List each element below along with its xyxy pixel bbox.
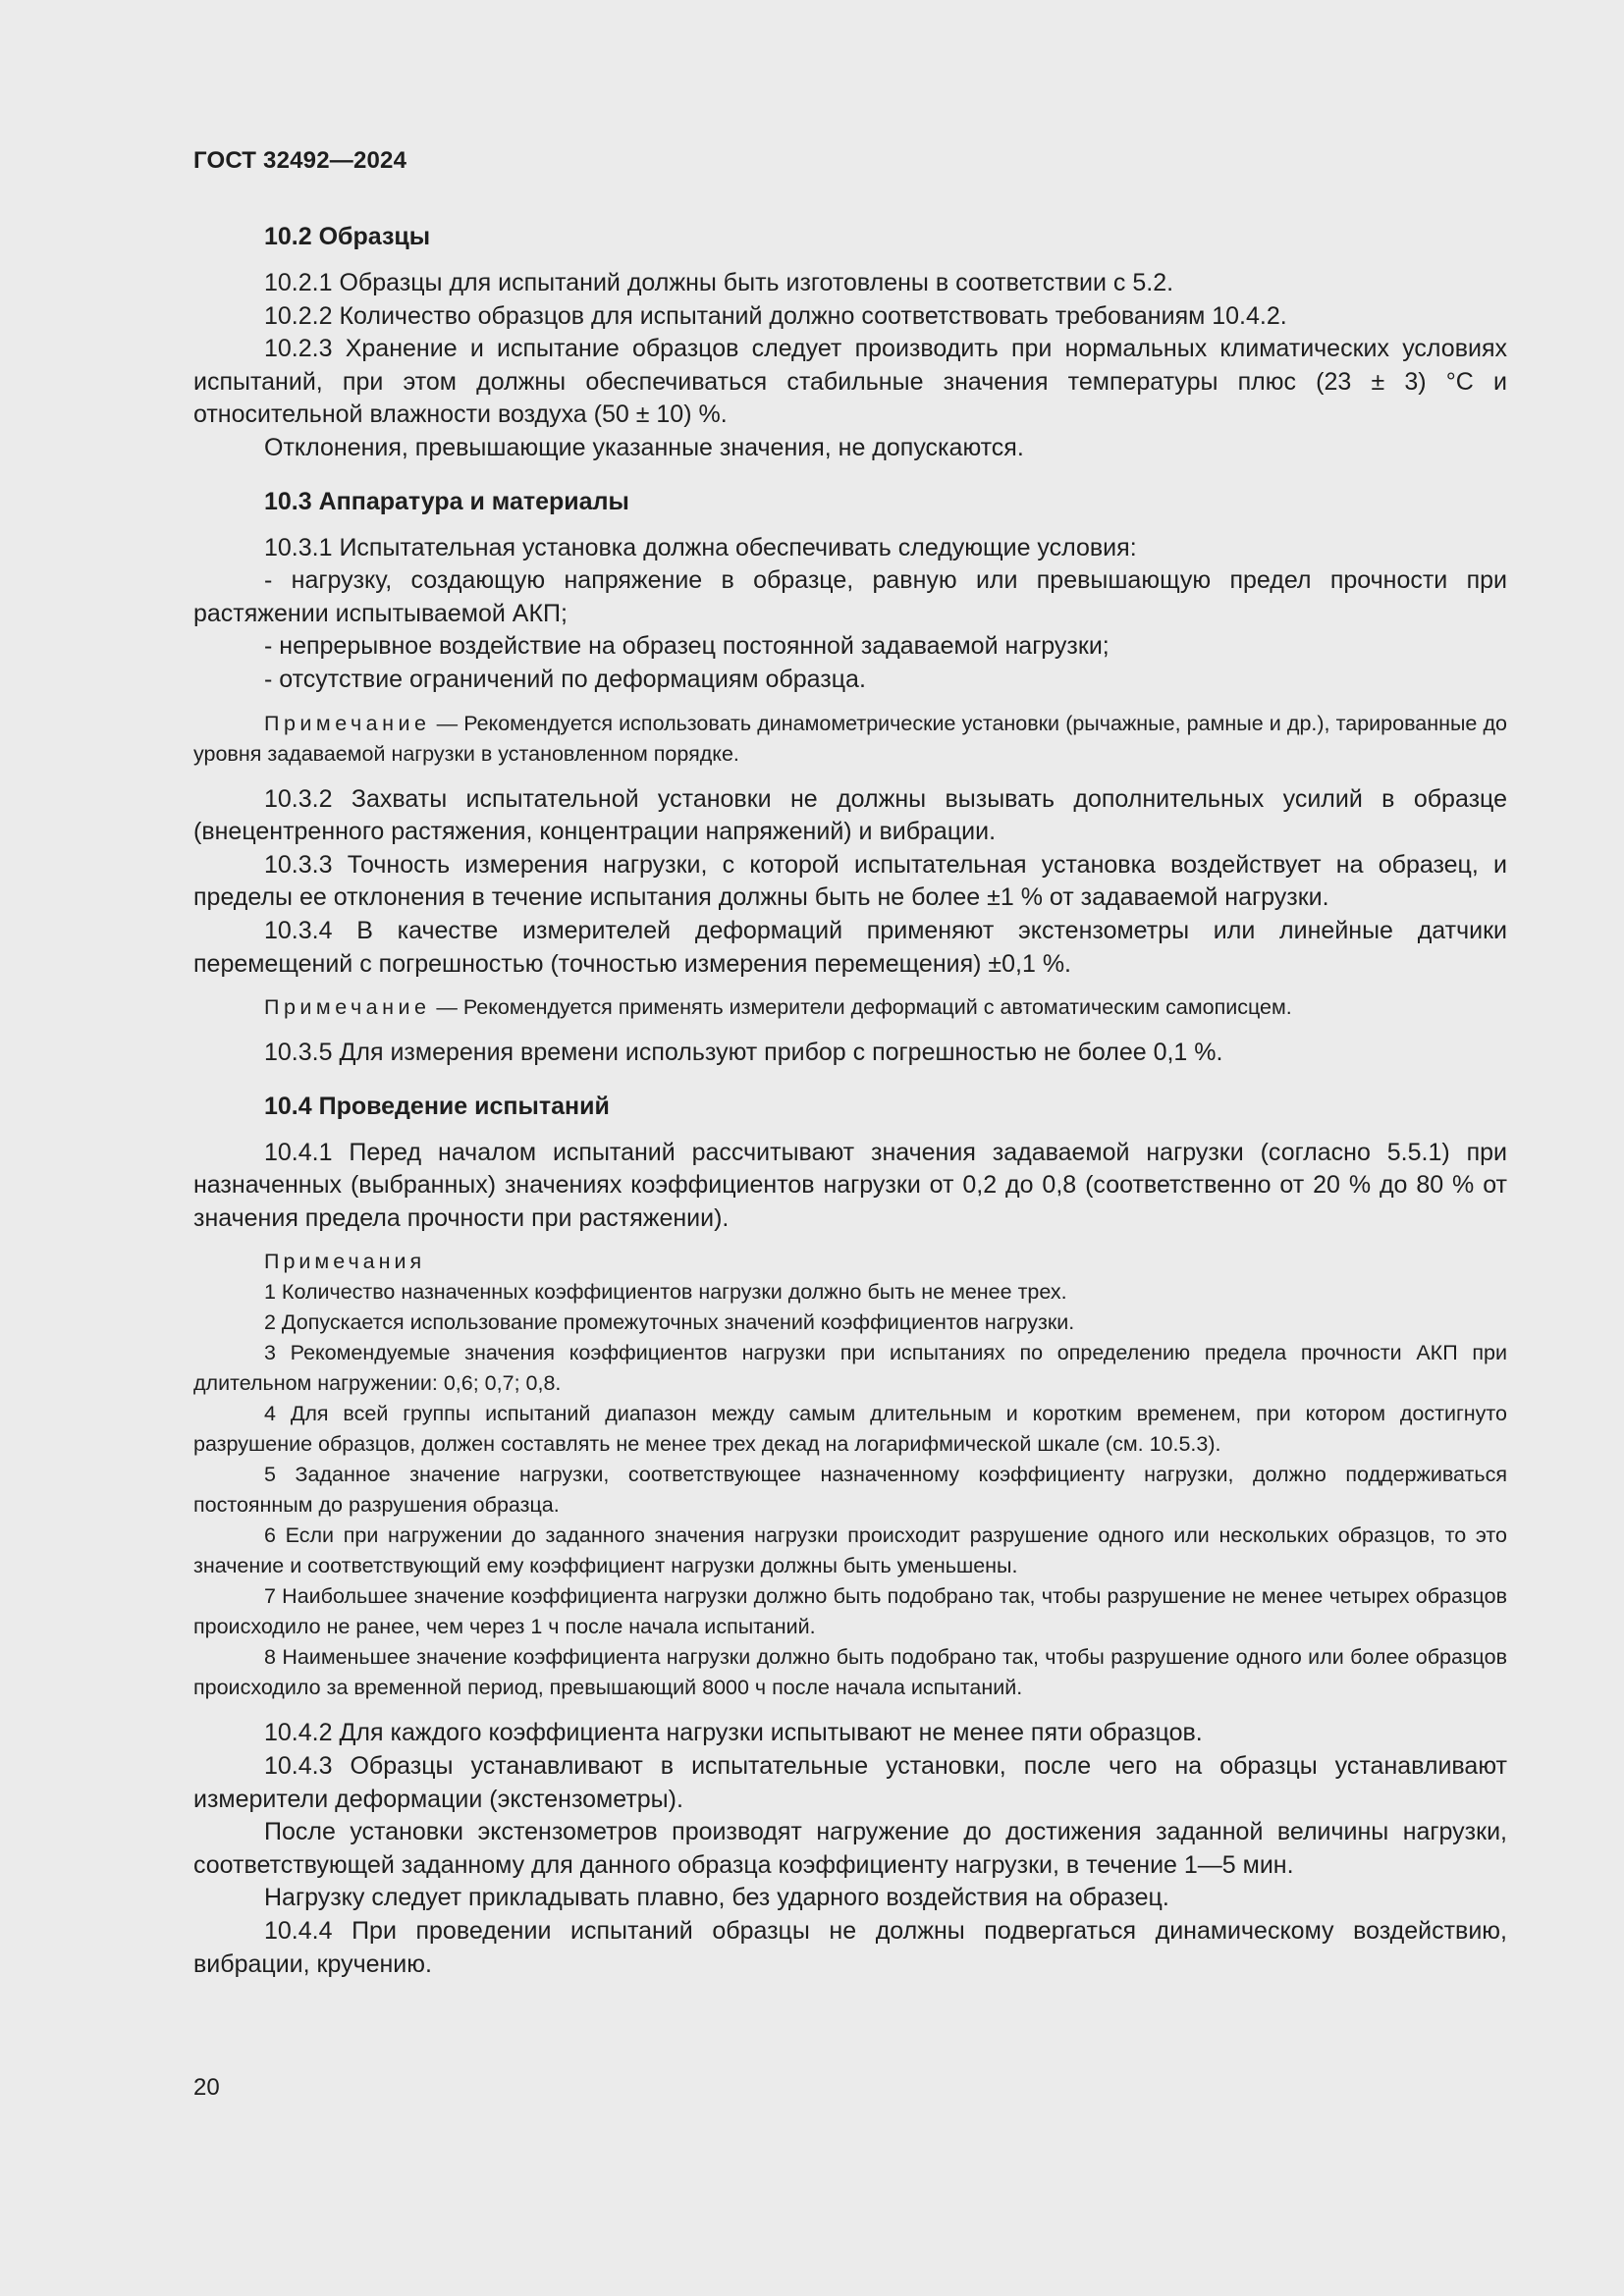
paragraph-10-2-3: 10.2.3 Хранение и испытание образцов следует производить при нормальных климатических условиях испытаний, при этом должны обеспечиваться стабильные значения температуры плюс (23 ± 3) °С и относительной влажности воздуха (50 ± 10) %. <box>193 335 1507 429</box>
paragraph-10-4-2: 10.4.2 Для каждого коэффициента нагрузки испытывают не менее пяти образцов. <box>264 1719 1203 1747</box>
list-item-load: - нагрузку, создающую напряжение в образце, равную или превышающую предел прочности при растяжении испытываемой АКП; <box>193 566 1507 627</box>
note-item: 4 Для всей группы испытаний диапазон между самым длительным и коротким временем, при котором достигнуто разрушение образцов, должен составлять не менее трех декад на логарифмической шкале (см. 10.5.3). <box>193 1402 1507 1457</box>
section-heading-10-2: 10.2 Образцы <box>264 223 431 250</box>
note-item: 6 Если при нагружении до заданного значения нагрузки происходит разрушение одного или нескольких образцов, то это значение и соответствующий ему коэффициент нагрузки должны быть уменьшены. <box>193 1523 1507 1578</box>
note-item: 2 Допускается использование промежуточных значений коэффициентов нагрузки. <box>264 1310 1075 1335</box>
document-designation: ГОСТ 32492—2024 <box>193 147 407 174</box>
notes-title: Примечания <box>264 1250 426 1274</box>
paragraph-deviations: Отклонения, превышающие указанные значения, не допускаются. <box>264 433 1024 461</box>
section-heading-10-3: 10.3 Аппаратура и материалы <box>264 487 629 515</box>
note-label: Примечание <box>264 711 431 735</box>
paragraph-10-3-1: 10.3.1 Испытательная установка должна обеспечивать следующие условия: <box>264 533 1137 561</box>
notes-block <box>193 1247 1507 1703</box>
paragraph-10-3-2: 10.3.2 Захваты испытательной установки не должны вызывать дополнительных усилий в образце (внецентренного растяжения, концентрации напряжений) и вибрации. <box>193 784 1507 846</box>
paragraph-10-4-1: 10.4.1 Перед началом испытаний рассчитывают значения задаваемой нагрузки (согласно 5.5.1) при назначенных (выбранных) значениях коэффициентов нагрузки от 0,2 до 0,8 (соответственно от 20 % до 80 % от значения предела прочности при растяжении). <box>193 1138 1507 1232</box>
paragraph-smooth-loading: Нагрузку следует прикладывать плавно, без ударного воздействия на образец. <box>264 1884 1169 1912</box>
note-item: 8 Наименьшее значение коэффициента нагрузки должно быть подобрано так, чтобы разрушение одного или более образцов происходило за временной период, превышающий 8000 ч после начала испытаний. <box>193 1645 1507 1700</box>
paragraph-10-3-5: 10.3.5 Для измерения времени используют прибор с погрешностью не более 0,1 %. <box>264 1039 1223 1067</box>
paragraph-10-2-1: 10.2.1 Образцы для испытаний должны быть изготовлены в соответствии с 5.2. <box>264 269 1174 296</box>
section-heading-10-4: 10.4 Проведение испытаний <box>264 1092 610 1120</box>
page-number: 20 <box>193 2074 220 2101</box>
page-body <box>193 220 1507 1981</box>
note-text: — Рекомендуется применять измерители деформаций с автоматическим самописцем. <box>430 995 1292 1020</box>
note-recorder <box>193 992 1507 1023</box>
list-item-continuous-load: - непрерывное воздействие на образец постоянной задаваемой нагрузки; <box>264 632 1110 661</box>
note-text: — Рекомендуется использовать динамометрические установки (рычажные, рамные и др.), тарированные до уровня задаваемой нагрузки в установленном порядке. <box>193 711 1507 766</box>
paragraph-10-3-3: 10.3.3 Точность измерения нагрузки, с которой испытательная установка воздействует на образец, и пределы ее отклонения в течение испытания должны быть не более ±1 % от задаваемой нагрузки. <box>193 850 1507 912</box>
paragraph-10-4-4: 10.4.4 При проведении испытаний образцы не должны подвергаться динамическому воздействию, вибрации, кручению. <box>193 1917 1507 1978</box>
paragraph-10-3-4: 10.3.4 В качестве измерителей деформаций применяют экстензометры или линейные датчики перемещений с погрешностью (точностью измерения перемещения) ±0,1 %. <box>193 916 1507 978</box>
note-item: 1 Количество назначенных коэффициентов нагрузки должно быть не менее трех. <box>264 1280 1067 1305</box>
note-label: Примечание <box>264 995 431 1020</box>
note-item: 7 Наибольшее значение коэффициента нагрузки должно быть подобрано так, чтобы разрушение не менее четырех образцов происходило не ранее, чем через 1 ч после начала испытаний. <box>193 1584 1507 1639</box>
note-dynamometer <box>193 709 1507 770</box>
note-item: 3 Рекомендуемые значения коэффициентов нагрузки при испытаниях по определению предела прочности АКП при длительном нагружении: 0,6; 0,7; 0,8. <box>193 1341 1507 1396</box>
paragraph-10-4-3: 10.4.3 Образцы устанавливают в испытательные установки, после чего на образцы устанавливают измерители деформации (экстензометры). <box>193 1752 1507 1813</box>
paragraph-extensometers: После установки экстензометров производят нагружение до достижения заданной величины нагрузки, соответствующей заданному для данного образца коэффициенту нагрузки, в течение 1—5 мин. <box>193 1818 1507 1879</box>
paragraph-10-2-2: 10.2.2 Количество образцов для испытаний должно соответствовать требованиям 10.4.2. <box>264 301 1287 330</box>
list-item-no-restrictions: - отсутствие ограничений по деформациям образца. <box>264 665 866 693</box>
note-item: 5 Заданное значение нагрузки, соответствующее назначенному коэффициенту нагрузки, должно поддерживаться постоянным до разрушения образца. <box>193 1463 1507 1518</box>
